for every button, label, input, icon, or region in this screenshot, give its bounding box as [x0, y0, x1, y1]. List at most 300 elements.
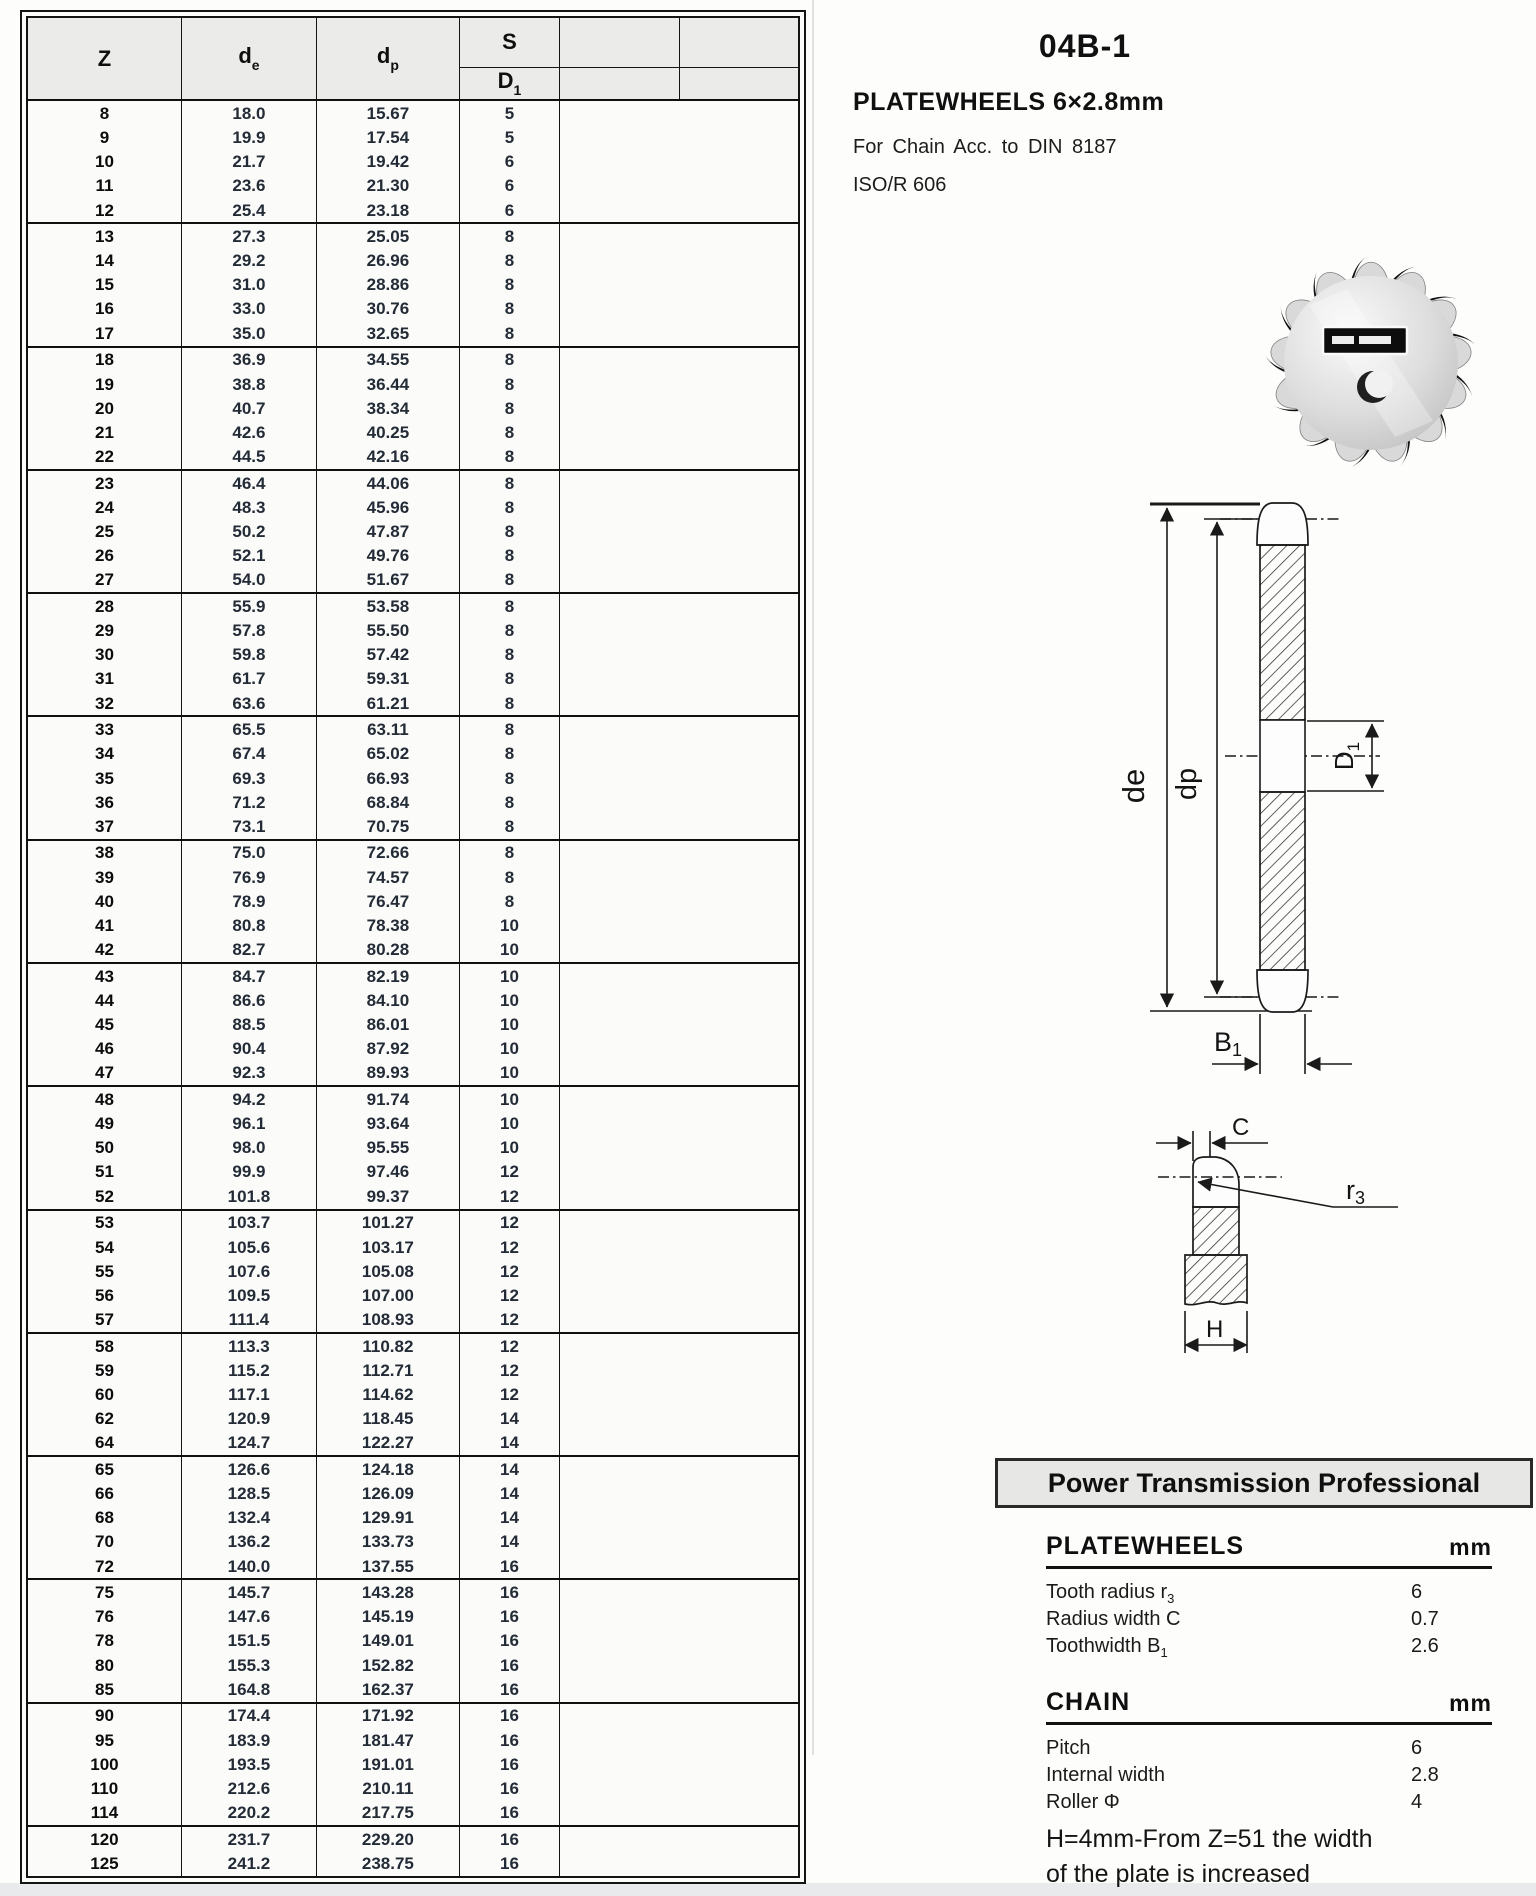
platewheels-spec-section [1046, 1532, 1492, 1662]
table-row [27, 297, 799, 321]
z-cell: 120 [90, 1829, 119, 1849]
table-group [27, 100, 799, 223]
s-cell: 12 [459, 1358, 559, 1382]
empty-cell [679, 716, 799, 742]
empty-cell [679, 1431, 799, 1457]
de-cell: 86.6 [181, 988, 316, 1012]
spec-row: Toothwidth $B_1$ 2.6 [1046, 1635, 1439, 1660]
table-row [27, 1800, 799, 1826]
empty-cell [679, 1851, 799, 1877]
empty-cell [679, 865, 799, 889]
table-row [27, 273, 799, 297]
de-cell: 124.7 [181, 1431, 316, 1457]
dp-cell: 171.92 [316, 1703, 459, 1729]
de-cell: 174.4 [181, 1703, 316, 1729]
de-cell: 155.3 [181, 1653, 316, 1677]
z-cell: 11 [95, 176, 114, 196]
spec-row: Roller Φ 4 [1046, 1791, 1423, 1813]
table-row [27, 963, 799, 989]
dp-cell: 95.55 [316, 1136, 459, 1160]
empty-cell [679, 1579, 799, 1605]
table-row [27, 742, 799, 766]
empty-cell [679, 519, 799, 543]
table-row [27, 790, 799, 814]
s-cell: 14 [459, 1431, 559, 1457]
z-cell: 10 [94, 152, 114, 172]
dp-cell: 103.17 [316, 1235, 459, 1259]
dp-cell: 57.42 [316, 643, 459, 667]
s-cell: 16 [459, 1554, 559, 1580]
dp-cell: 32.65 [316, 321, 459, 347]
z-cell: 60 [94, 1384, 114, 1404]
s-cell: 8 [459, 470, 559, 496]
z-cell: 28 [94, 596, 114, 616]
empty-cell [679, 1800, 799, 1826]
empty-cell [560, 1307, 680, 1333]
iso-standard-text: ISO/R 606 [853, 174, 947, 196]
de-cell: 50.2 [181, 519, 316, 543]
empty-cell [679, 420, 799, 444]
table-row [27, 198, 799, 224]
s-cell: 16 [459, 1579, 559, 1605]
de-cell: 31.0 [181, 273, 316, 297]
dp-cell: 217.75 [316, 1800, 459, 1826]
s-cell: 16 [459, 1629, 559, 1653]
empty-cell [679, 544, 799, 568]
z-cell: 15 [94, 275, 114, 295]
empty-cell [560, 865, 680, 889]
z-cell: 68 [94, 1508, 114, 1528]
bottom-tooth-profile [1257, 970, 1308, 1012]
empty-cell [560, 1826, 680, 1852]
s-cell: 16 [459, 1703, 559, 1729]
header-dp-subscript: p [390, 57, 399, 73]
empty-cell [679, 1235, 799, 1259]
s-cell: 16 [459, 1851, 559, 1877]
dp-cell: 87.92 [316, 1037, 459, 1061]
empty-cell [679, 1283, 799, 1307]
empty-cell [560, 249, 680, 273]
empty-cell [679, 100, 799, 126]
spec-row: Internal width 2.8 [1046, 1764, 1439, 1786]
s-cell: 6 [459, 174, 559, 198]
s-cell: 8 [459, 420, 559, 444]
de-cell: 183.9 [181, 1728, 316, 1752]
z-cell: 66 [94, 1484, 114, 1504]
empty-cell [679, 1605, 799, 1629]
dp-cell: 59.31 [316, 667, 459, 691]
empty-cell [679, 1259, 799, 1283]
dp-cell: 118.45 [316, 1406, 459, 1430]
z-cell: 25 [94, 521, 114, 541]
z-cell: 9 [99, 128, 110, 148]
s-cell: 5 [459, 100, 559, 126]
dp-cell: 65.02 [316, 742, 459, 766]
s-cell: 8 [459, 593, 559, 619]
de-cell: 164.8 [181, 1677, 316, 1703]
z-cell: 58 [94, 1336, 114, 1356]
dp-cell: 55.50 [316, 619, 459, 643]
s-cell: 10 [459, 1112, 559, 1136]
empty-cell [679, 1677, 799, 1703]
empty-cell [679, 1086, 799, 1112]
z-cell: 53 [94, 1213, 114, 1233]
empty-cell [679, 1184, 799, 1210]
empty-cell [560, 1358, 680, 1382]
dp-cell: 66.93 [316, 766, 459, 790]
page-divider-line [812, 0, 814, 1755]
empty-cell [679, 126, 799, 150]
z-cell: 95 [94, 1730, 114, 1750]
dp-cell: 181.47 [316, 1728, 459, 1752]
empty-cell [560, 814, 680, 840]
z-cell: 19 [94, 374, 114, 394]
empty-cell [679, 470, 799, 496]
z-cell: 23 [94, 473, 114, 493]
z-cell: 27 [94, 570, 114, 590]
table-row [27, 470, 799, 496]
empty-cell [679, 347, 799, 373]
table-group [27, 1826, 799, 1877]
s-cell: 12 [459, 1184, 559, 1210]
de-cell: 151.5 [181, 1629, 316, 1653]
empty-cell [560, 1506, 680, 1530]
z-cell: 12 [94, 200, 114, 220]
spec-row: Pitch 6 [1046, 1737, 1423, 1759]
empty-cell [679, 1307, 799, 1333]
empty-cell [679, 1530, 799, 1554]
table-row [27, 1061, 799, 1087]
table-row [27, 1456, 799, 1482]
empty-cell [679, 889, 799, 913]
header-s-label: S [502, 29, 517, 55]
table-row [27, 988, 799, 1012]
table-row [27, 1013, 799, 1037]
chain-spec-title: CHAIN [1046, 1688, 1131, 1716]
empty-cell [679, 249, 799, 273]
empty-cell [560, 643, 680, 667]
dp-cell: 28.86 [316, 273, 459, 297]
table-row [27, 1406, 799, 1430]
z-cell: 90 [94, 1706, 114, 1726]
s-cell: 12 [459, 1235, 559, 1259]
de-cell: 115.2 [181, 1358, 316, 1382]
dp-cell: 145.19 [316, 1605, 459, 1629]
column-header-empty [560, 67, 680, 100]
de-cell: 220.2 [181, 1800, 316, 1826]
empty-cell [560, 396, 680, 420]
de-cell: 241.2 [181, 1851, 316, 1877]
empty-cell [560, 150, 680, 174]
table-row [27, 1653, 799, 1677]
page-title: 04B-1 [1038, 28, 1132, 64]
de-cell: 71.2 [181, 790, 316, 814]
product-subtitle: PLATEWHEELS 6×2.8mm [853, 88, 1165, 116]
brand-label [1323, 327, 1407, 354]
table-header [27, 17, 799, 100]
table-row [27, 1554, 799, 1580]
empty-cell [560, 1013, 680, 1037]
de-cell: 73.1 [181, 814, 316, 840]
empty-cell [560, 889, 680, 913]
z-cell: 36 [94, 792, 114, 812]
table-row [27, 667, 799, 691]
table-row [27, 1259, 799, 1283]
de-cell: 78.9 [181, 889, 316, 913]
empty-cell [679, 396, 799, 420]
z-cell: 47 [94, 1063, 114, 1083]
dp-cell: 17.54 [316, 126, 459, 150]
dp-cell: 15.67 [316, 100, 459, 126]
empty-cell [560, 1210, 680, 1236]
empty-cell [679, 1037, 799, 1061]
de-cell: 145.7 [181, 1579, 316, 1605]
s-cell: 12 [459, 1160, 559, 1184]
dp-cell: 53.58 [316, 593, 459, 619]
dp-cell: 191.01 [316, 1752, 459, 1776]
dp-cell: 47.87 [316, 519, 459, 543]
table-group [27, 1579, 799, 1702]
table-row [27, 544, 799, 568]
empty-cell [679, 963, 799, 989]
z-cell: 20 [94, 398, 114, 418]
s-cell: 8 [459, 321, 559, 347]
empty-cell [560, 742, 680, 766]
s-cell: 10 [459, 1136, 559, 1160]
z-cell: 75 [94, 1583, 114, 1603]
de-cell: 84.7 [181, 963, 316, 989]
table-group [27, 963, 799, 1086]
empty-cell [560, 1283, 680, 1307]
tooth-section-lower [1185, 1255, 1247, 1305]
s-cell: 5 [459, 126, 559, 150]
header-de-label: d [238, 43, 252, 68]
chain-spec-section [1046, 1688, 1492, 1818]
z-cell: 49 [94, 1114, 114, 1134]
de-cell: 109.5 [181, 1283, 316, 1307]
z-cell: 78 [94, 1631, 114, 1651]
z-cell: 37 [94, 816, 114, 836]
s-cell: 8 [459, 619, 559, 643]
table-group [27, 1333, 799, 1456]
de-cell: 33.0 [181, 297, 316, 321]
s-cell: 6 [459, 198, 559, 224]
de-cell: 42.6 [181, 420, 316, 444]
spec-value: 2.6 [1411, 1635, 1439, 1657]
dp-cell: 126.09 [316, 1482, 459, 1506]
spec-row: Radius width C 0.7 [1046, 1608, 1439, 1630]
de-cell: 193.5 [181, 1752, 316, 1776]
empty-cell [560, 544, 680, 568]
de-cell: 76.9 [181, 865, 316, 889]
dp-cell: 238.75 [316, 1851, 459, 1877]
empty-cell [560, 691, 680, 717]
z-cell: 43 [94, 966, 114, 986]
s-cell: 10 [459, 1013, 559, 1037]
dp-cell: 122.27 [316, 1431, 459, 1457]
de-cell: 132.4 [181, 1506, 316, 1530]
table-row [27, 1703, 799, 1729]
header-d1-subscript: 1 [513, 81, 522, 98]
platewheels-spec-unit: mm [1449, 1534, 1492, 1560]
dp-cell: 26.96 [316, 249, 459, 273]
empty-cell [679, 444, 799, 470]
empty-cell [679, 1629, 799, 1653]
s-cell: 10 [459, 963, 559, 989]
s-cell: 8 [459, 865, 559, 889]
empty-cell [679, 1703, 799, 1729]
de-cell: 136.2 [181, 1530, 316, 1554]
de-cell: 126.6 [181, 1456, 316, 1482]
table-row [27, 1776, 799, 1800]
de-cell: 54.0 [181, 568, 316, 594]
s-cell: 14 [459, 1530, 559, 1554]
s-cell: 8 [459, 691, 559, 717]
de-cell: 67.4 [181, 742, 316, 766]
de-cell: 44.5 [181, 444, 316, 470]
z-cell: 16 [94, 299, 114, 319]
de-cell: 98.0 [181, 1136, 316, 1160]
empty-cell [560, 568, 680, 594]
empty-cell [679, 667, 799, 691]
z-cell: 55 [94, 1261, 114, 1281]
z-cell: 40 [94, 891, 114, 911]
s-cell: 10 [459, 1061, 559, 1087]
empty-cell [560, 1800, 680, 1826]
spec-value: 6 [1411, 1737, 1423, 1759]
dp-cell: 76.47 [316, 889, 459, 913]
dp-cell: 23.18 [316, 198, 459, 224]
dp-cell: 61.21 [316, 691, 459, 717]
empty-cell [679, 593, 799, 619]
z-cell: 33 [94, 720, 114, 740]
z-cell: 76 [94, 1607, 114, 1627]
z-cell: 39 [94, 867, 114, 887]
s-cell: 12 [459, 1210, 559, 1236]
empty-cell [679, 174, 799, 198]
z-cell: 22 [94, 447, 114, 467]
dp-cell: 107.00 [316, 1283, 459, 1307]
header-d1-label: D [497, 67, 514, 93]
empty-cell [560, 1061, 680, 1087]
dp-cell: 101.27 [316, 1210, 459, 1236]
dp-cell: 30.76 [316, 297, 459, 321]
table-row [27, 568, 799, 594]
dp-cell: 99.37 [316, 1184, 459, 1210]
z-cell: 57 [94, 1310, 114, 1330]
table-row [27, 1333, 799, 1359]
column-header-empty [679, 17, 799, 67]
dp-cell: 105.08 [316, 1259, 459, 1283]
s-cell: 8 [459, 396, 559, 420]
s-cell: 8 [459, 766, 559, 790]
empty-cell [679, 1653, 799, 1677]
dp-cell: 162.37 [316, 1677, 459, 1703]
table-row [27, 495, 799, 519]
s-cell: 12 [459, 1259, 559, 1283]
z-cell: 52 [94, 1186, 114, 1206]
table-row [27, 1283, 799, 1307]
z-cell: 30 [94, 645, 114, 665]
table-row [27, 1382, 799, 1406]
table-row [27, 1431, 799, 1457]
table-group [27, 1086, 799, 1209]
s-cell: 16 [459, 1728, 559, 1752]
z-cell: 59 [94, 1360, 114, 1380]
table-row [27, 1629, 799, 1653]
dp-cell: 44.06 [316, 470, 459, 496]
empty-cell [560, 1112, 680, 1136]
empty-cell [560, 1703, 680, 1729]
dp-cell: 63.11 [316, 716, 459, 742]
empty-cell [560, 619, 680, 643]
z-cell: 26 [94, 546, 114, 566]
table-row [27, 1086, 799, 1112]
r3-label: r3 [1346, 1175, 1366, 1208]
dp-cell: 91.74 [316, 1086, 459, 1112]
table-row [27, 716, 799, 742]
s-cell: 8 [459, 840, 559, 866]
dp-cell: 21.30 [316, 174, 459, 198]
empty-cell [560, 347, 680, 373]
table-row [27, 223, 799, 249]
table-group [27, 1456, 799, 1579]
s-cell: 14 [459, 1406, 559, 1430]
dp-cell: 80.28 [316, 937, 459, 963]
de-cell: 27.3 [181, 223, 316, 249]
de-cell: 21.7 [181, 150, 316, 174]
dp-cell: 74.57 [316, 865, 459, 889]
table-row [27, 519, 799, 543]
z-cell: 35 [94, 768, 114, 788]
spec-value: 4 [1411, 1791, 1423, 1813]
dp-cell: 89.93 [316, 1061, 459, 1087]
empty-cell [560, 198, 680, 224]
s-cell: 8 [459, 273, 559, 297]
company-banner [995, 1458, 1533, 1508]
c-label: C [1232, 1115, 1250, 1141]
empty-cell [560, 1333, 680, 1359]
header-dp-label: d [376, 43, 391, 68]
dp-cell: 86.01 [316, 1013, 459, 1037]
table-row [27, 1358, 799, 1382]
de-cell: 48.3 [181, 495, 316, 519]
de-cell: 63.6 [181, 691, 316, 717]
tooth-detail-drawing [1140, 1115, 1480, 1375]
platewheels-spec-header [1046, 1532, 1492, 1569]
dp-cell: 108.93 [316, 1307, 459, 1333]
de-cell: 107.6 [181, 1259, 316, 1283]
z-cell: 34 [94, 744, 114, 764]
table-row [27, 1184, 799, 1210]
empty-cell [679, 223, 799, 249]
de-cell: 18.0 [181, 100, 316, 126]
empty-cell [560, 1482, 680, 1506]
dp-cell: 124.18 [316, 1456, 459, 1482]
column-header-empty [679, 67, 799, 100]
z-cell: 54 [94, 1237, 114, 1257]
empty-cell [560, 1653, 680, 1677]
empty-cell [560, 372, 680, 396]
empty-cell [679, 1554, 799, 1580]
de-cell: 88.5 [181, 1013, 316, 1037]
z-cell: 45 [94, 1015, 114, 1035]
footnote-line2: of the plate is increased [1046, 1860, 1311, 1888]
z-cell: 38 [94, 843, 114, 863]
table-row [27, 444, 799, 470]
de-cell: 120.9 [181, 1406, 316, 1430]
de-cell: 46.4 [181, 470, 316, 496]
